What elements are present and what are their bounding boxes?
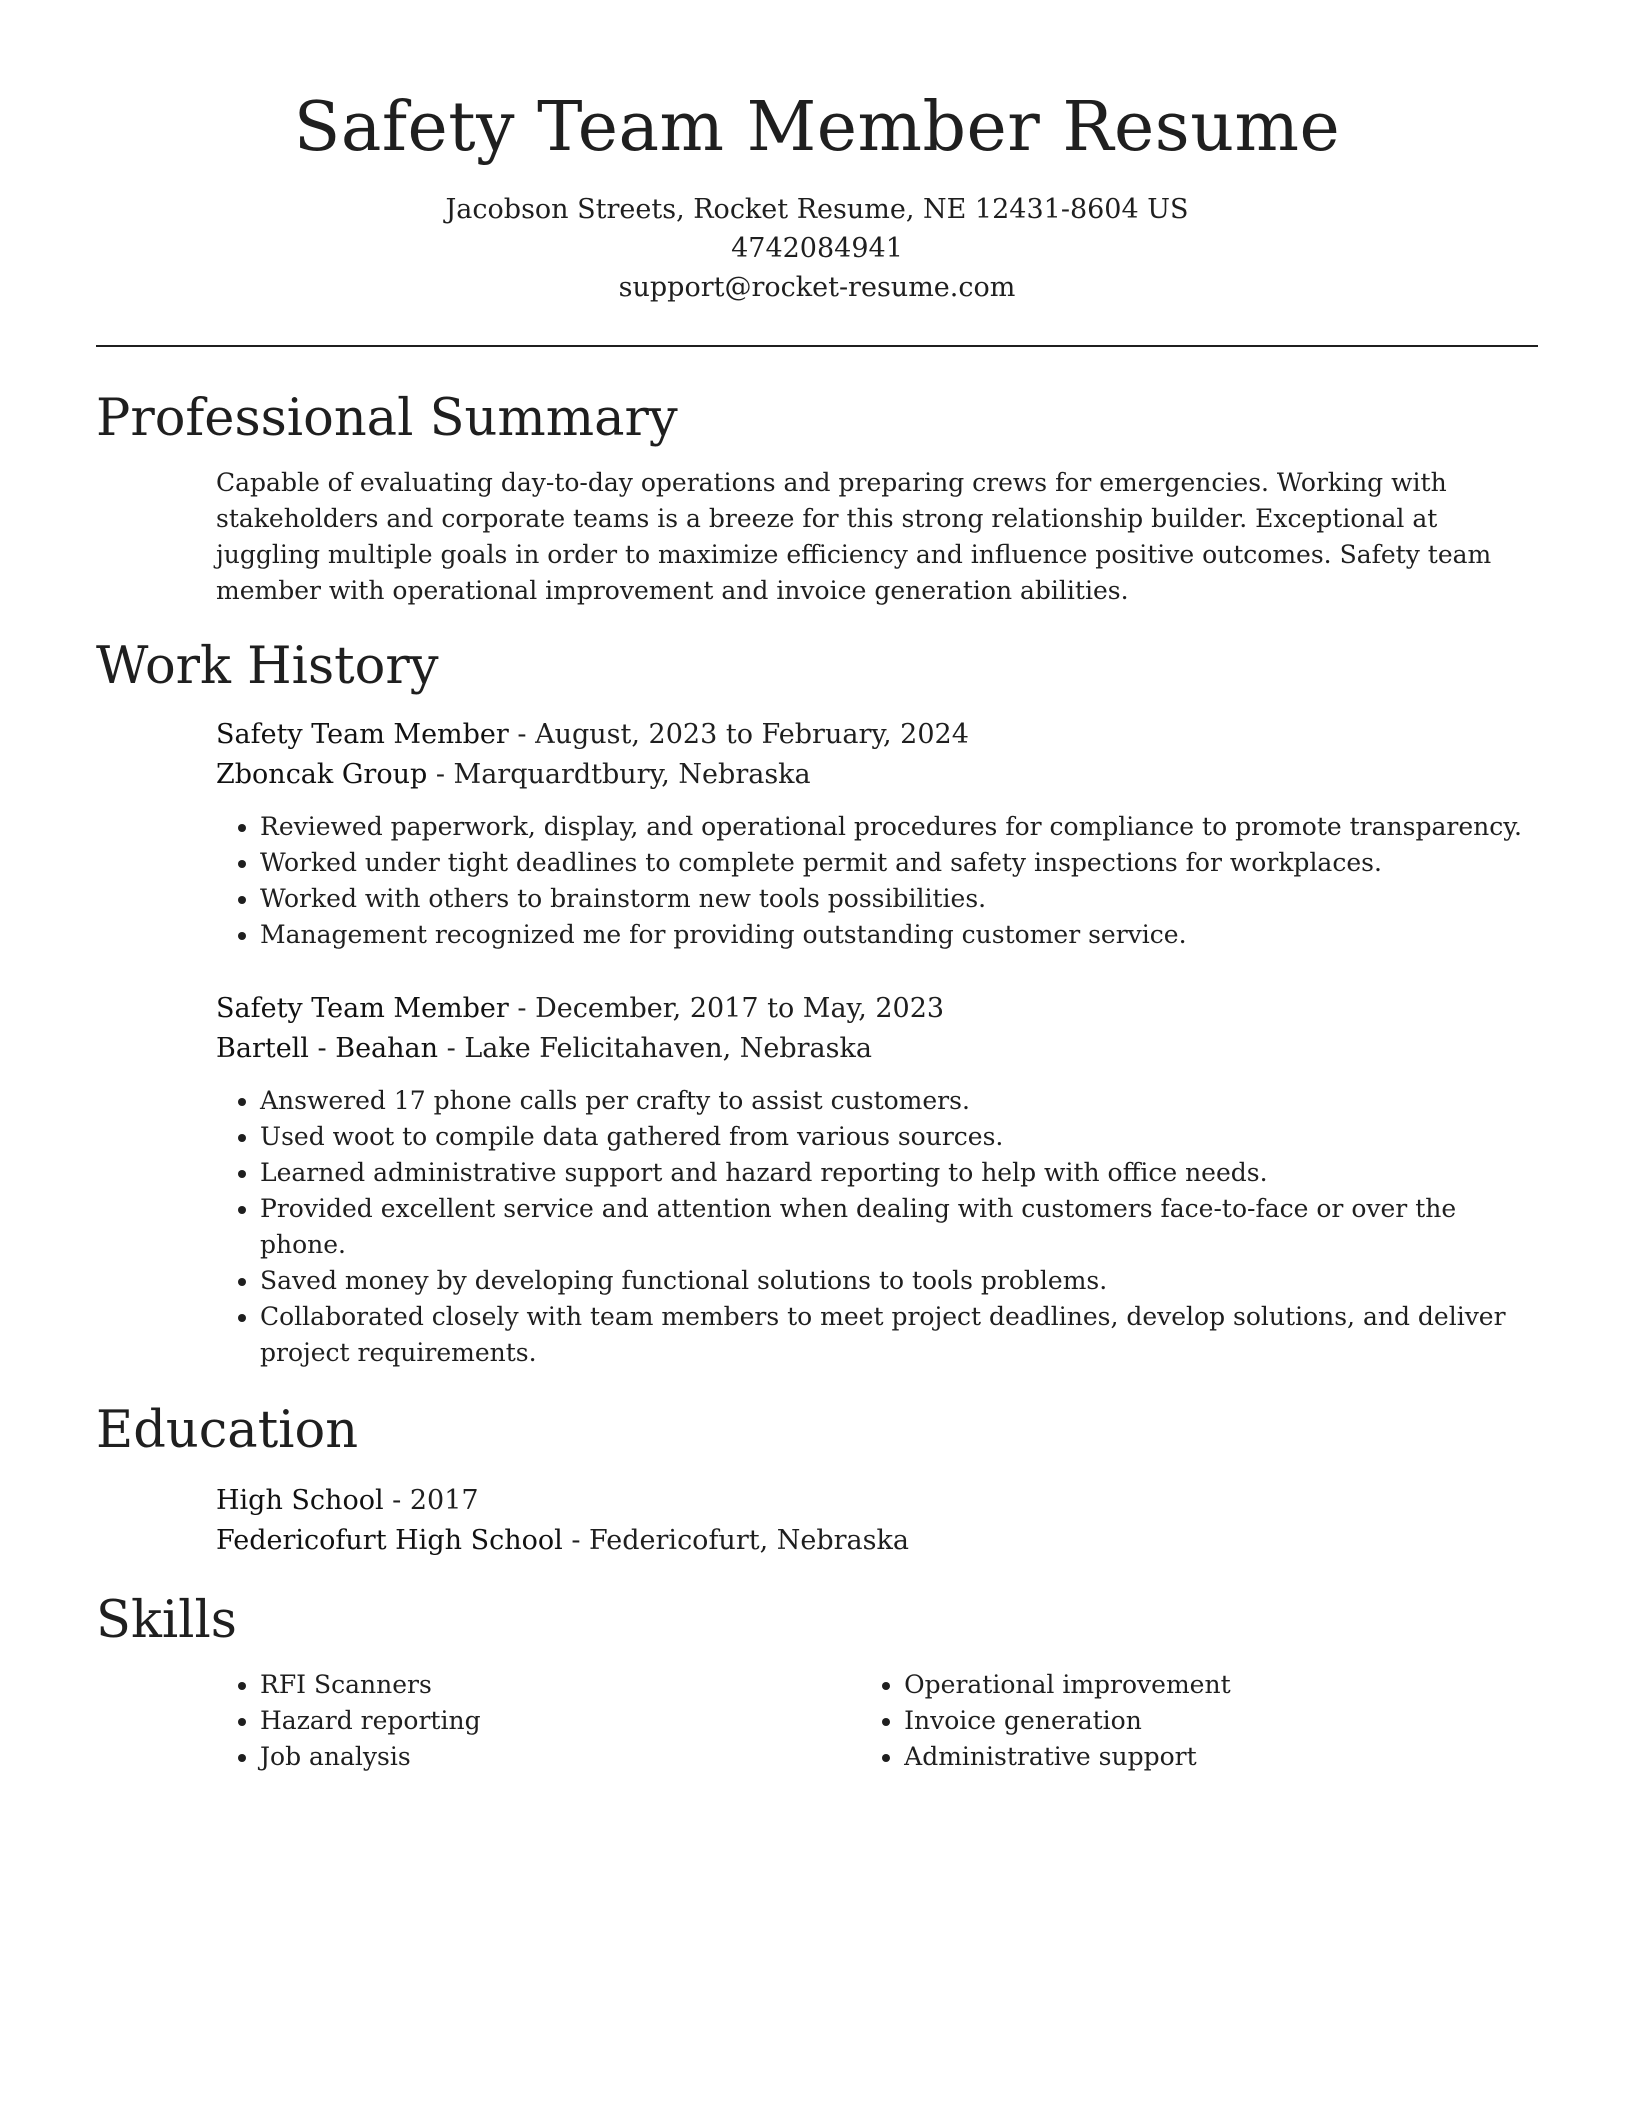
skill-item: • Operational improvement [904, 1667, 1538, 1703]
education-heading: Education [96, 1401, 359, 1460]
education-location: - Federicofurt, Nebraska [562, 1525, 909, 1556]
skills-column-left [216, 1667, 860, 1775]
education-school: Federicofurt High School [216, 1525, 563, 1556]
education-degree: High School [216, 1485, 384, 1516]
list-item: • Used woot to compile data gathered from various sources. [260, 1119, 1538, 1155]
job-dates: - December, 2017 to May, 2023 [508, 993, 945, 1024]
job-role: Safety Team Member [216, 993, 509, 1024]
list-item: • Reviewed paperwork, display, and operational procedures for compliance to promote transparency. [260, 809, 1538, 845]
list-item: • Answered 17 phone calls per crafty to assist customers. [260, 1083, 1538, 1119]
skill-item: • Hazard reporting [260, 1703, 860, 1739]
list-item: • Saved money by developing functional solutions to tools problems. [260, 1263, 1538, 1299]
skills-section [216, 1667, 1538, 1775]
job-entry [216, 715, 1538, 953]
skill-item: • Invoice generation [904, 1703, 1538, 1739]
list-item: • Provided excellent service and attention when dealing with customers face-to-face or over the phone. [260, 1191, 1538, 1263]
summary-heading: Professional Summary [96, 389, 678, 448]
resume-page [96, 0, 1538, 1775]
education-section [216, 1481, 1538, 1561]
header-divider [96, 345, 1538, 347]
contact-email: support@rocket-resume.com [618, 272, 1016, 303]
skill-item: • RFI Scanners [260, 1667, 860, 1703]
skills-grid [216, 1667, 1538, 1775]
list-item: • Collaborated closely with team members to meet project deadlines, develop solutions, and deliver project requirements. [260, 1299, 1538, 1371]
job-company: Bartell - Beahan [216, 1033, 439, 1064]
list-item: • Worked with others to brainstorm new tools possibilities. [260, 881, 1538, 917]
job-company-line [216, 1029, 1538, 1069]
education-school-line [216, 1521, 1538, 1561]
job-location: - Marquardtbury, Nebraska [427, 759, 811, 790]
job-bullets [216, 1083, 1538, 1371]
summary-section [216, 465, 1538, 609]
skills-heading: Skills [96, 1591, 237, 1650]
list-item: • Management recognized me for providing outstanding customer service. [260, 917, 1538, 953]
job-company: Zboncak Group [216, 759, 428, 790]
resume-header [96, 0, 1538, 307]
work-history-heading: Work History [96, 637, 439, 696]
list-item: • Worked under tight deadlines to complete permit and safety inspections for workplaces. [260, 845, 1538, 881]
job-bullets [216, 809, 1538, 953]
job-entry [216, 989, 1538, 1371]
list-item: • Learned administrative support and hazard reporting to help with office needs. [260, 1155, 1538, 1191]
skill-item: • Administrative support [904, 1739, 1538, 1775]
skill-item: • Job analysis [260, 1739, 860, 1775]
education-degree-line [216, 1481, 1538, 1521]
work-history-section [216, 715, 1538, 1371]
job-dates: - August, 2023 to February, 2024 [508, 719, 969, 750]
job-title-line [216, 715, 1538, 755]
education-year: - 2017 [383, 1485, 479, 1516]
job-title-line [216, 989, 1538, 1029]
summary-text: Capable of evaluating day-to-day operations and preparing crews for emergencies. Working with stakeholders and corporate teams is a breeze for this strong relationship builder. Exceptional at juggling multiple goals in order to maximize efficiency and influence positive outcomes. Safety team member with operational improvement and invoice generation abilities. [216, 468, 1492, 605]
resume-title: Safety Team Member Resume [293, 88, 1341, 167]
skills-column-right [860, 1667, 1538, 1775]
contact-address: Jacobson Streets, Rocket Resume, NE 12431-8604 US [445, 194, 1189, 225]
contact-phone: 4742084941 [731, 233, 903, 264]
contact-block [96, 190, 1538, 307]
job-company-line [216, 755, 1538, 795]
job-role: Safety Team Member [216, 719, 509, 750]
job-location: - Lake Felicitahaven, Nebraska [438, 1033, 872, 1064]
